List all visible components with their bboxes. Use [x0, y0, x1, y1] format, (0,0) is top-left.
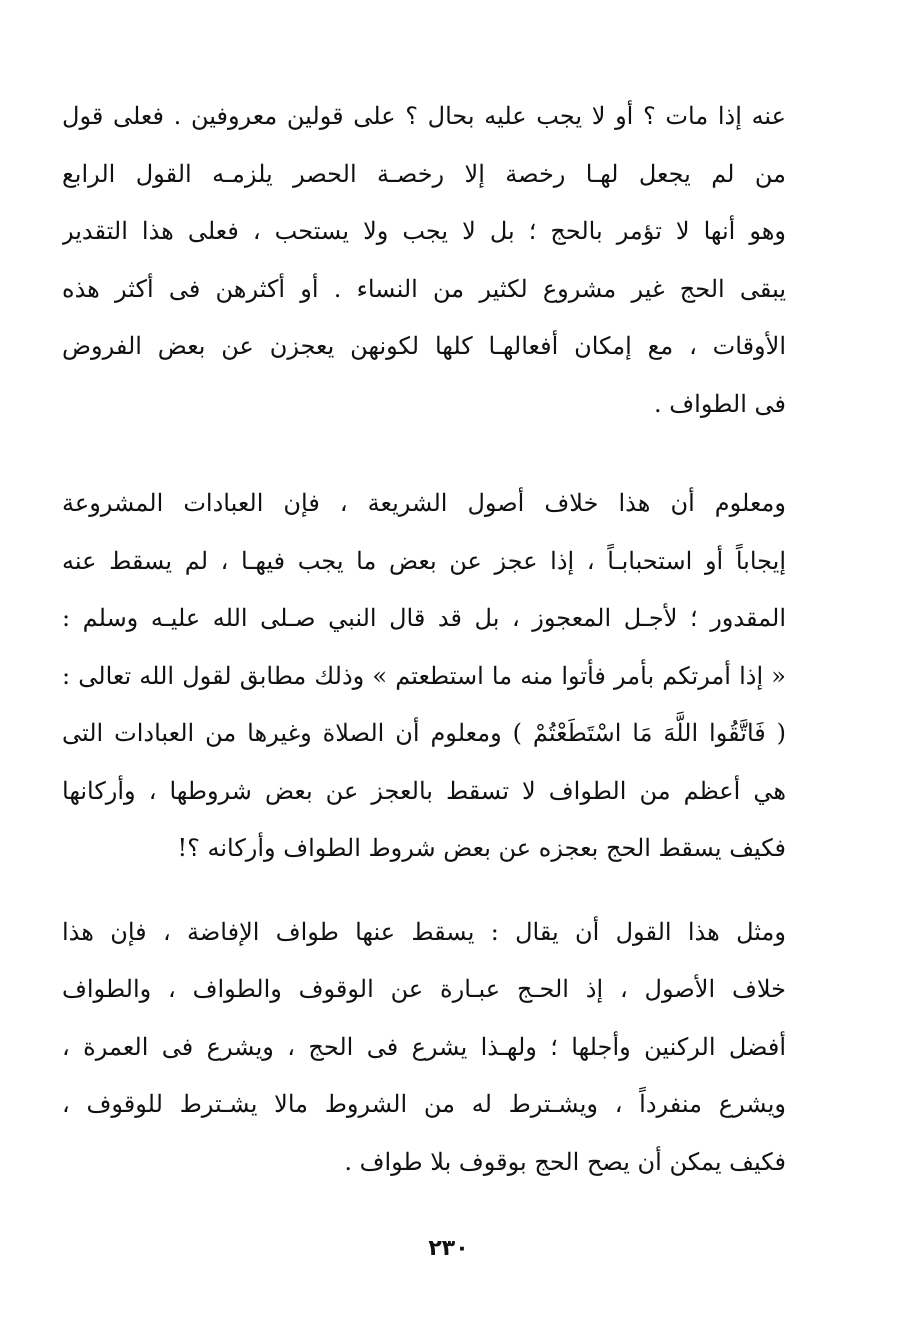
text-line: ومعلوم أن هذا خلاف أصول الشريعة ، فإن العبادات المشروعة: [62, 489, 786, 517]
text-line: خلاف الأصول ، إذ الحـج عبـارة عن الوقوف والطواف ، والطواف: [62, 975, 786, 1003]
text-line: عنه إذا مات ؟ أو لا يجب عليه بحال ؟ على قولين معروفين . فعلى قول: [62, 102, 786, 130]
text-line: فكيف يمكن أن يصح الحج بوقوف بلا طواف .: [344, 1147, 786, 1176]
text-line: الأوقات ، مع إمكان أفعالهـا كلها لكونهن يعجزن عن بعض الفروض: [62, 332, 786, 360]
paragraph-spacer: [62, 433, 786, 475]
text-line: إيجاباً أو استحبابـاً ، إذا عجز عن بعض ما يجب فيهـا ، لم يسقط عنه: [62, 546, 786, 575]
text-line: هي أعظم من الطواف لا تسقط بالعجز عن بعض شروطها ، وأركانها: [62, 776, 786, 805]
text-line: « إذا أمرتكم بأمر فأتوا منه ما استطعتم » وذلك مطابق لقول الله تعالى :: [62, 661, 786, 690]
paragraph-1: [62, 88, 786, 433]
paragraph-3: [62, 904, 786, 1192]
quran-verse-line: ( فَاتَّقُوا اللَّهَ مَا اسْتَطَعْتُمْ ) ومعلوم أن الصلاة وغيرها من العبادات التى: [62, 719, 786, 747]
text-line: ويشرع منفرداً ، ويشـترط له من الشروط مالا يشـترط للوقوف ،: [62, 1090, 786, 1118]
text-line: ومثل هذا القول أن يقال : يسقط عنها طواف الإفاضة ، فإن هذا: [62, 917, 786, 946]
text-line: فكيف يسقط الحج بعجزه عن بعض شروط الطواف وأركانه ؟!: [177, 834, 786, 862]
paragraph-spacer: [62, 878, 786, 904]
text-line: وهو أنها لا تؤمر بالحج ؛ بل لا يجب ولا يستحب ، فعلى هذا التقدير: [62, 217, 786, 245]
text-line: فى الطواف .: [654, 389, 786, 418]
paragraph-2: [62, 475, 786, 878]
page-body: [62, 88, 786, 1191]
text-line: من لم يجعل لهـا رخصة إلا رخصـة الحصر يلزمـه القول الرابع: [62, 159, 786, 188]
text-line: أفضل الركنين وأجلها ؛ ولهـذا يشرع فى الحج ، ويشرع فى العمرة ،: [62, 1032, 786, 1061]
page-number: ٢٣٠: [428, 1236, 469, 1261]
text-line: المقدور ؛ لأجـل المعجوز ، بل قد قال النبي صـلى الله عليـه وسلم :: [62, 604, 786, 632]
text-line: يبقى الحج غير مشروع لكثير من النساء . أو أكثرهن فى أكثر هذه: [62, 274, 786, 303]
